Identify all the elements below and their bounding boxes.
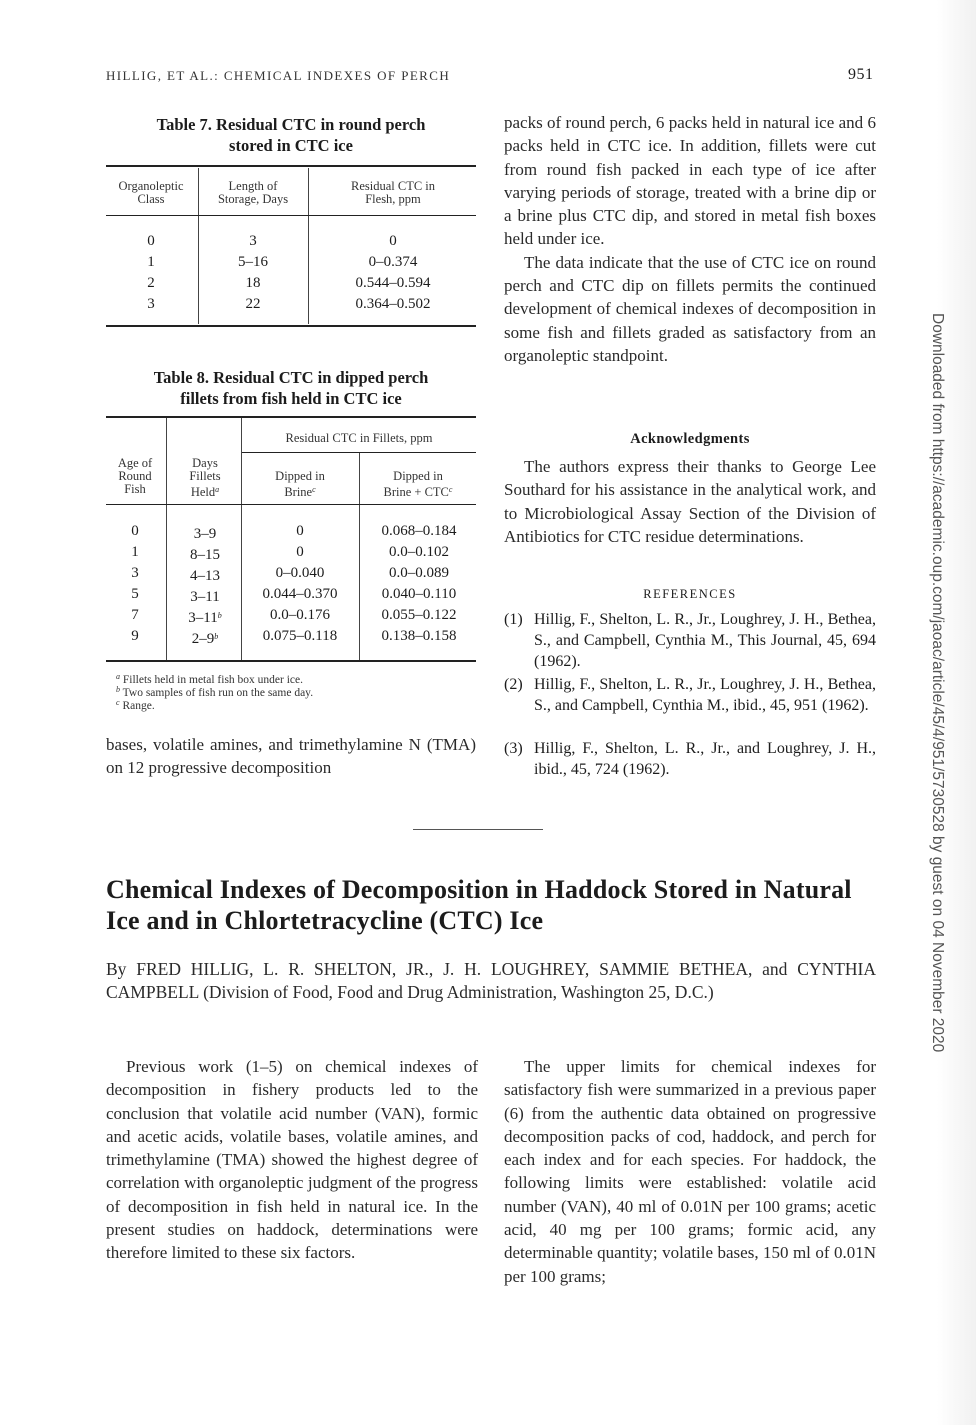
table8-col3-header-line2: Brine [284, 485, 313, 499]
footnote-text: Range. [119, 700, 155, 712]
footnote-mark: c [116, 698, 120, 707]
table8-title [106, 367, 476, 409]
table8-col1-header [106, 457, 164, 496]
article-left-column [106, 1055, 478, 1265]
table8-bottom-rule [106, 660, 476, 662]
table8-cell: 0.0–0.176 [270, 607, 330, 623]
table8-cell-text: 3–11 [188, 610, 218, 626]
table7-cell: 5–16 [238, 254, 268, 270]
table7-col2-header-line2: Storage, Days [217, 192, 289, 206]
reference-item [504, 609, 876, 673]
table8-col2-header-line1: Days [192, 456, 218, 470]
acknowledgments-text [504, 455, 876, 548]
table8-col2-header-line3: Held [190, 485, 216, 499]
table8-span-header: Residual CTC in Fillets, ppm [285, 431, 433, 445]
table8-col2-footnote-mark: a [215, 485, 220, 494]
table7-cell: 0 [147, 233, 155, 249]
reference-text: Hillig, F., Shelton, L. R., Jr., Loughrey, J. H., Bethea, S., and Campbell, Cynthia M., This Journal, 45, 694 (1962). [534, 611, 876, 670]
footnote-mark: b [116, 685, 120, 694]
table8-cell: 1 [131, 544, 139, 560]
article-right-column [504, 1055, 876, 1288]
table8-cell: 0.044–0.370 [262, 586, 338, 602]
table8-cell: 0 [296, 523, 304, 539]
table7-bottom-rule [106, 325, 476, 327]
table8-title-line1: Table 8. Residual CTC in dipped perch [153, 368, 429, 387]
table7-col2-header-line1: Length of [228, 179, 278, 193]
reference-number: (2) [504, 676, 523, 693]
running-head: HILLIG, ET AL.: CHEMICAL INDEXES OF PERCH [106, 68, 451, 83]
table7-cell: 0–0.374 [368, 254, 418, 270]
table8-col4-header [360, 470, 476, 499]
table8-col2-header [168, 457, 242, 499]
table8-cell: 5 [131, 586, 139, 602]
table7-col1-header-line2: Class [137, 192, 165, 206]
table8-col1-header-line2: Round [118, 469, 152, 483]
table8-col2-header-line2: Fillets [189, 469, 221, 483]
table8-col4-header-line2: Brine + CTC [383, 485, 449, 499]
table7-col1-header [106, 180, 196, 206]
reference-number: (3) [504, 740, 523, 757]
table8-cell: 0.040–0.110 [381, 586, 457, 602]
table8-cell-text: 8–15 [190, 547, 220, 563]
table8-cell-text: 3–11 [190, 589, 220, 605]
table7-top-rule [106, 165, 476, 167]
table8-col1-header-line3: Fish [124, 482, 146, 496]
article-right-paragraph: The upper limits for chemical indexes for satisfactory fish were summarized in a previous paper (6) from the authentic data obtained on progressive decomposition packs of cod, haddock, and perch for each index and for each species. For haddock, the following limits were established: volatile acid number (VAN), 40 ml of 0.01N per 100 grams; acetic acid, 40 mg per 100 grams; formic acid, any determinable quantity; volatile bases, 150 ml of 0.01N per 100 grams; [504, 1057, 876, 1286]
table8-cell: 0.0–0.089 [389, 565, 449, 581]
table8-cell-footnote-mark: b [214, 632, 219, 641]
reference-item [504, 738, 876, 782]
table7-col3-header-line1: Residual CTC in [350, 179, 436, 193]
right-column-text [504, 111, 876, 367]
table8-cell: 3 [131, 565, 139, 581]
table8-cell: 0–0.040 [275, 565, 325, 581]
acknowledgments-paragraph: The authors express their thanks to George Lee Southard for his assistance in the analytical work, and to Microbiological Assay Section of the Division of Antibiotics for CTC residue determinations. [504, 457, 876, 546]
table7-cell: 3 [249, 233, 257, 249]
left-continuation-text: bases, volatile amines, and trimethylamine N (TMA) on 12 progressive decomposition [106, 735, 476, 778]
table7-cell: 18 [245, 275, 261, 291]
left-continuation-paragraph [106, 733, 476, 780]
table8-cell: 0 [131, 523, 139, 539]
footnote-text: Fillets held in metal fish box under ice. [120, 674, 304, 686]
table8-col3-header [242, 470, 358, 499]
table7-cell: 0.544–0.594 [355, 275, 431, 291]
download-watermark [926, 313, 946, 1113]
table8-cell: 0 [296, 544, 304, 560]
acknowledgments-heading: Acknowledgments [630, 431, 750, 447]
table7-cell: 1 [147, 254, 155, 270]
table8-cell-text: 4–13 [190, 568, 220, 584]
table7-cell: 3 [147, 296, 155, 312]
table8-cell [168, 626, 242, 650]
page-number: 951 [848, 66, 874, 83]
table8-col1-header-line1: Age of [117, 456, 153, 470]
table7-title-line1: Table 7. Residual CTC in round perch [156, 115, 426, 134]
table8-footnote [116, 697, 155, 712]
table7-cell: 22 [245, 296, 261, 312]
table8-cell-footnote-mark: b [217, 611, 222, 620]
table8-cell: 0.068–0.184 [381, 523, 457, 539]
table8-top-rule [106, 416, 476, 418]
article-title: Chemical Indexes of Decomposition in Haddock Stored in Natural Ice and in Chlortetracycline (CTC) Ice [106, 875, 852, 935]
table7-col2-header [199, 180, 307, 206]
section-divider [413, 829, 543, 830]
reference-text: Hillig, F., Shelton, L. R., Jr., and Loughrey, J. H., ibid., 45, 724 (1962). [534, 740, 876, 778]
reference-text: Hillig, F., Shelton, L. R., Jr., Loughrey, J. H., Bethea, S., and Campbell, Cynthia M., ibid., 45, 951 (1962). [534, 676, 876, 714]
table7-cell: 0.364–0.502 [355, 296, 431, 312]
reference-item [504, 674, 876, 738]
table8-col4-header-line1: Dipped in [393, 469, 443, 483]
table7-col3-header [310, 180, 476, 206]
table8-cell: 0.055–0.122 [381, 607, 457, 623]
table8-vrule-1 [166, 418, 167, 660]
footnote-text: Two samples of fish run on the same day. [120, 687, 314, 699]
table8-cell: 7 [131, 607, 139, 623]
table8-col4-footnote-mark: c [448, 485, 453, 494]
table7-vrule-2 [308, 168, 309, 324]
table8-col3-header-line1: Dipped in [275, 469, 325, 483]
table8-cell: 0.075–0.118 [262, 628, 338, 644]
footnote-mark: a [116, 672, 120, 681]
table7-cell: 0 [389, 233, 397, 249]
table7-title-line2: stored in CTC ice [229, 136, 353, 155]
table7-col1-header-line1: Organoleptic [118, 179, 184, 193]
table8-cell-text: 3–9 [193, 526, 217, 542]
right-paragraph-2: The data indicate that the use of CTC ice on round perch and CTC dip on fillets permits the continued development of chemical indexes of decomposition in some fish and fillets graded as satisfactory from an organoleptic standpoint. [504, 252, 876, 365]
right-paragraph-1: packs of round perch, 6 packs held in natural ice and 6 packs held in CTC ice. In addition, fillets were cut from round fish packed in each type of ice after varying periods of storage, treated with a brine dip or a brine plus CTC dip, and stored in metal fish boxes held under ice. [504, 113, 876, 249]
table7-cell: 2 [147, 275, 155, 291]
table7-col3-header-line2: Flesh, ppm [365, 192, 421, 206]
table8-cell: 0.138–0.158 [381, 628, 457, 644]
table8-cell: 9 [131, 628, 139, 644]
table7-title [106, 114, 476, 156]
reference-number: (1) [504, 611, 523, 628]
article-byline: By FRED HILLIG, L. R. SHELTON, JR., J. H. LOUGHREY, SAMMIE BETHEA, and CYNTHIA CAMPBELL (Division of Food, Food and Drug Administration, Washington 25, D.C.) [106, 959, 876, 1002]
references-heading: REFERENCES [643, 587, 737, 601]
table8-cell-text: 2–9 [191, 631, 215, 647]
table8-cell: 0.0–0.102 [389, 544, 449, 560]
download-watermark-text: Downloaded from https://academic.oup.com/jaoac/article/45/4/951/5730528 by guest on 04 November 2020 [929, 313, 946, 1053]
table7-header-rule [106, 215, 476, 216]
table8-col3-footnote-mark: c [312, 485, 316, 494]
table8-vrule-3 [359, 453, 360, 660]
table8-title-line2: fillets from fish held in CTC ice [180, 389, 402, 408]
article-left-paragraph: Previous work (1–5) on chemical indexes of decomposition in fishery products led to the conclusion that volatile acid number (VAN), formic and acetic acids, volatile bases, volatile amines, and trimethylamine (TMA) showed the highest degree of correlation with organoleptic judgment of the progress of decomposition in fish held in natural ice. In the present studies on haddock, determinations were therefore limited to these six factors. [106, 1057, 478, 1263]
table8-header-rule [106, 504, 476, 505]
